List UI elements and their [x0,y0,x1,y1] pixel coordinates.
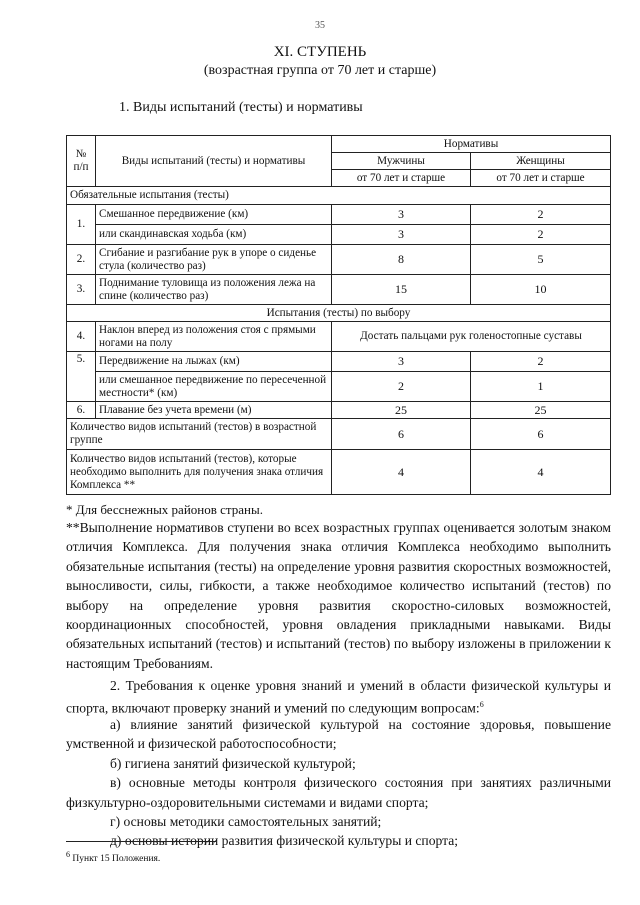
row-name: Наклон вперед из положения стоя с прямыми ногами на полу [96,322,332,352]
row-merged-norm: Достать пальцами рук голеностопные суставы [332,322,611,352]
total-tests-men: 6 [332,419,471,450]
header-men: Мужчины [332,153,471,170]
row-num: 1. [67,205,96,245]
page-subtitle: (возрастная группа от 70 лет и старше) [203,63,437,78]
section-optional: Испытания (тесты) по выбору [67,305,611,322]
row-num: 6. [67,402,96,419]
row-num: 3. [67,275,96,305]
row-name: Смешанное передвижение (км) [96,205,332,225]
section-mandatory: Обязательные испытания (тесты) [67,187,611,205]
section2-paragraph [66,676,611,718]
row-name: Передвижение на лыжах (км) [96,352,332,372]
header-num: № п/п [67,136,96,187]
row-women: 2 [471,205,611,225]
row-men: 3 [332,225,471,245]
requirements-list [66,715,611,851]
section1-title: 1. Виды испытаний (тесты) и нормативы [119,100,363,115]
row-num: 4. [67,322,96,352]
row-num: 2. [67,245,96,275]
badge-tests-men: 4 [332,450,471,495]
row-men: 3 [332,205,471,225]
list-item: в) основные методы контроля физического состояния при занятиях различными физкультурно-оздоровительными системами и видами спорта; [66,775,611,810]
row-women: 5 [471,245,611,275]
norms-table [66,135,611,495]
row-men: 2 [332,372,471,402]
list-item: д) основы истории развития физической культуры и спорта; [110,833,459,849]
header-norms: Нормативы [332,136,611,153]
row-women: 25 [471,402,611,419]
footnote-gold-badge: **Выполнение нормативов ступени во всех возрастных группах оценивается золотым знаком отличия Комплекса. Для получения знака отличия Комплекса необходимо выполнить обязательные испытания (тесты) на определение уровня развития скоростных возможностей, выносливости, силы, гибкости, а также необходимое количество испытаний (тестов) по выбору на определение уровня развития скоростно-силовых возможностей, координационных способностей, уровня овладения прикладными навыками. Виды обязательных испытаний (тестов) и испытаний (тестов) по выбору изложены в приложении к настоящим Требованиям. [66,520,611,671]
row-women: 2 [471,225,611,245]
row-men: 15 [332,275,471,305]
row-name: или скандинавская ходьба (км) [96,225,332,245]
header-women: Женщины [471,153,611,170]
list-item: а) влияние занятий физической культурой на состояние здоровья, повышение умственной и физической работоспособности; [66,717,611,752]
row-men: 8 [332,245,471,275]
row-women: 2 [471,352,611,372]
list-item: б) гигиена занятий физической культурой; [110,755,356,771]
header-tests: Виды испытаний (тесты) и нормативы [96,136,332,187]
total-tests-women: 6 [471,419,611,450]
badge-tests-women: 4 [471,450,611,495]
footnote-number: 6 [66,850,70,859]
section2-text: 2. Требования к оценке уровня знаний и умений в области физической культуры и спорта, включают проверку знаний и умений по следующим вопросам: [66,678,611,716]
footnote-text: Пункт 15 Положения. [72,854,161,865]
row-men: 25 [332,402,471,419]
total-tests-label: Количество видов испытаний (тестов) в возрастной группе [67,419,332,450]
row-name: Сгибание и разгибание рук в упоре о сиденье стула (количество раз) [96,245,332,275]
footnote [66,850,160,864]
row-name: Плавание без учета времени (м) [96,402,332,419]
list-item: г) основы методики самостоятельных занятий; [110,814,382,830]
row-women: 1 [471,372,611,402]
header-age-women: от 70 лет и старше [471,170,611,187]
header-age-men: от 70 лет и старше [332,170,471,187]
footnote-divider [66,841,216,842]
row-women: 10 [471,275,611,305]
page-title: XI. СТУПЕНЬ [273,44,367,60]
page-number: 35 [315,20,325,31]
row-name: или смешанное передвижение по пересеченной местности* (км) [96,372,332,402]
section2-footnote-ref: 6 [479,700,484,710]
footnote-snowless: * Для бесснежных районов страны. [66,502,263,517]
row-men: 3 [332,352,471,372]
row-name: Поднимание туловища из положения лежа на спине (количество раз) [96,275,332,305]
row-num: 5. [67,352,96,402]
badge-tests-label: Количество видов испытаний (тестов), которые необходимо выполнить для получения знака отличия Комплекса ** [67,450,332,495]
